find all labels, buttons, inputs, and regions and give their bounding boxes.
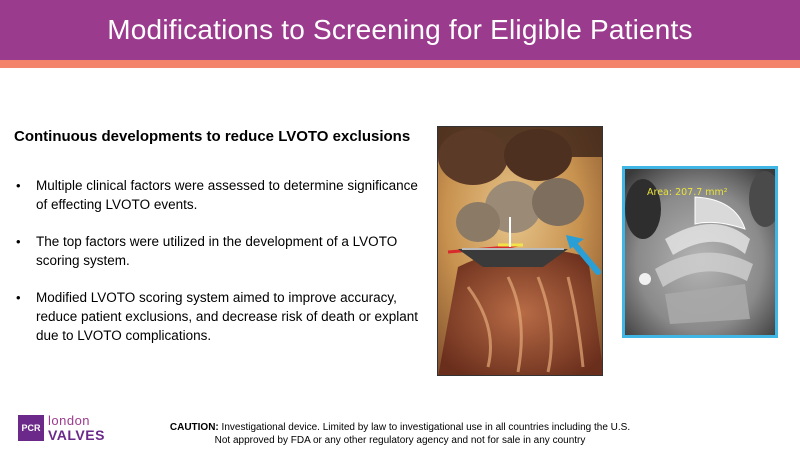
bullet-icon: • — [16, 178, 21, 193]
ct-area-measurement: Area: 207.7 mm² — [647, 187, 728, 198]
title-bar — [0, 0, 800, 60]
section-heading: Continuous developments to reduce LVOTO exclusions — [14, 128, 411, 145]
logo-word-valves: VALVES — [48, 427, 105, 443]
ct-scan-image — [622, 166, 778, 338]
bullet-list — [14, 176, 424, 363]
bullet-text: The top factors were utilized in the development of a LVOTO scoring system. — [36, 234, 398, 268]
list-item — [14, 176, 424, 214]
logo-word-london: london — [48, 413, 91, 428]
logo-mark: PCR — [18, 415, 44, 441]
bullet-text: Multiple clinical factors were assessed to determine significance of effecting LVOTO events. — [36, 178, 418, 212]
header-accent-stripe — [0, 60, 800, 68]
pcr-london-valves-logo — [18, 413, 118, 445]
caution-text-1: Investigational device. Limited by law to investigational use in all countries including the U.S. — [218, 422, 631, 433]
caution-label: CAUTION: — [169, 422, 219, 433]
page-title: Modifications to Screening for Eligible Patients — [107, 14, 693, 45]
heart-render-graphic — [438, 127, 603, 376]
heart-3d-render-image — [437, 126, 603, 376]
bullet-icon: • — [16, 290, 21, 305]
caution-footer — [160, 421, 640, 447]
bullet-text: Modified LVOTO scoring system aimed to improve accuracy, reduce patient exclusions, and decrease risk of death or explant due to LVOTO complications. — [36, 290, 418, 343]
list-item — [14, 288, 424, 345]
caution-line-1 — [160, 421, 640, 434]
bullet-icon: • — [16, 234, 21, 249]
caution-line-2: Not approved by FDA or any other regulatory agency and not for sale in any country — [214, 435, 586, 446]
list-item — [14, 232, 424, 270]
